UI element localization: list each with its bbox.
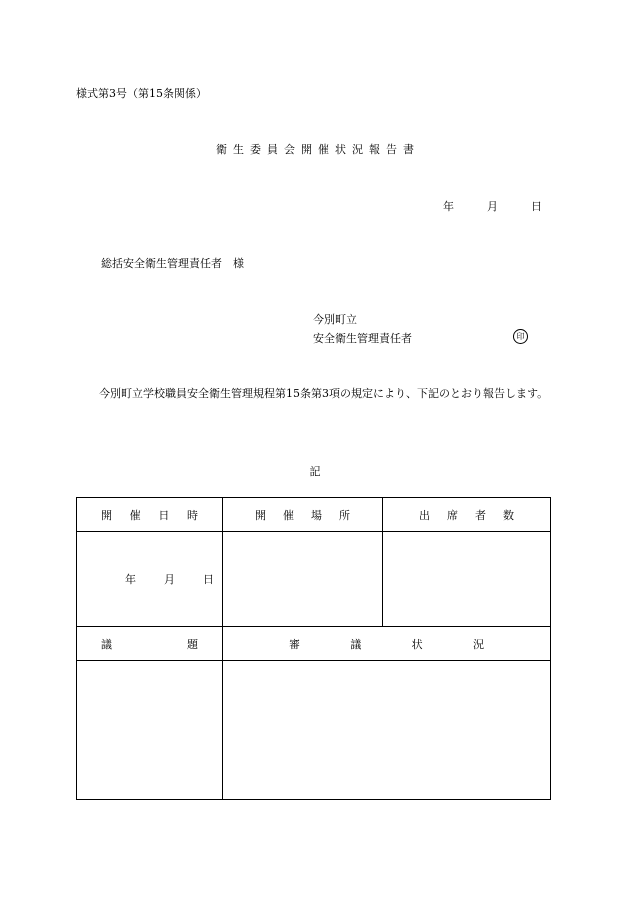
seal-mark: 印 <box>513 329 528 344</box>
data-row-1 <box>77 532 551 627</box>
sender-organization: 今別町立 <box>313 313 357 326</box>
header-meeting-datetime: 開 催 日 時 <box>77 498 223 532</box>
meeting-place-cell <box>223 532 383 627</box>
deliberation-status-cell <box>223 661 551 800</box>
header-row-1 <box>77 498 551 532</box>
date-month-label: 月 <box>487 200 498 213</box>
addressee: 総括安全衛生管理責任者 様 <box>101 257 244 270</box>
header-row-2 <box>77 627 551 661</box>
header-attendee-count: 出 席 者 数 <box>383 498 551 532</box>
attendee-count-cell <box>383 532 551 627</box>
data-row-2 <box>77 661 551 800</box>
date-day-label: 日 <box>531 200 542 213</box>
submission-date <box>443 198 542 214</box>
report-table <box>76 497 551 800</box>
form-number: 様式第3号（第15条関係） <box>76 87 207 100</box>
meeting-date-cell: 年 月 日 <box>77 532 223 627</box>
header-agenda: 議 題 <box>77 627 223 661</box>
body-paragraph: 今別町立学校職員安全衛生管理規程第15条第3項の規定により、下記のとおり報告します。 <box>99 387 549 400</box>
ki-heading: 記 <box>309 465 321 478</box>
header-deliberation-status: 審 議 状 況 <box>223 627 551 661</box>
date-year-label: 年 <box>443 200 454 213</box>
agenda-cell <box>77 661 223 800</box>
sender-title: 安全衛生管理責任者 <box>313 332 412 345</box>
document-title: 衛生委員会開催状況報告書 <box>216 143 420 156</box>
header-meeting-place: 開 催 場 所 <box>223 498 383 532</box>
